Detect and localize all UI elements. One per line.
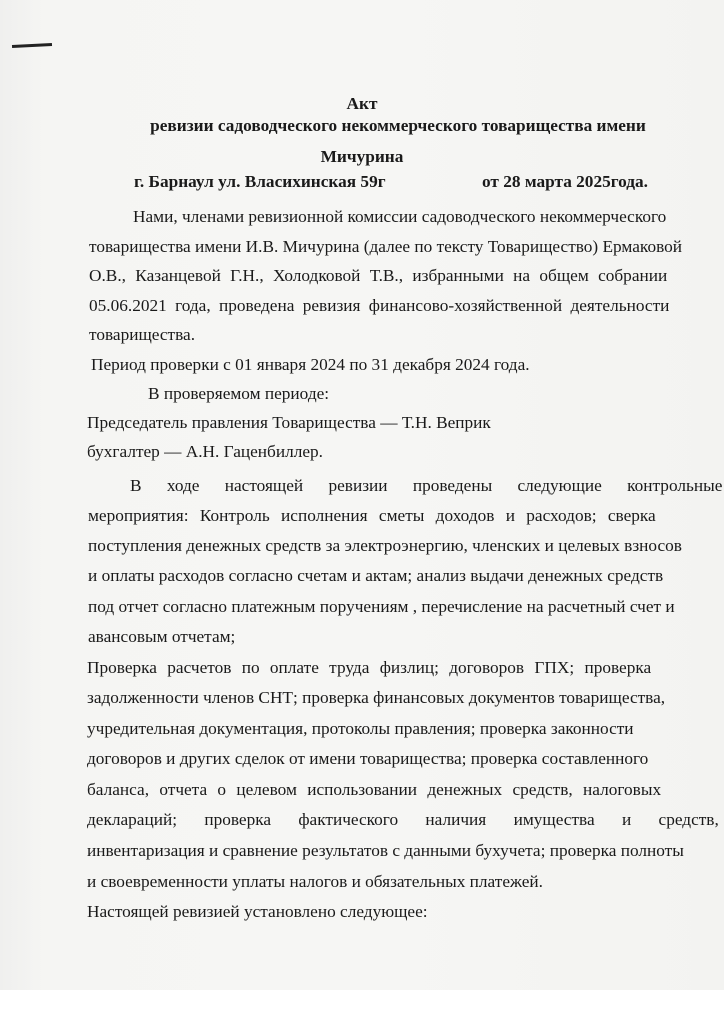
measures-line-4: и оплаты расходов согласно счетам и актам; анализ выдачи денежных средств bbox=[88, 566, 664, 585]
conclusion-line: Настоящей ревизией установлено следующее: bbox=[87, 902, 428, 921]
measures-line-3: поступления денежных средств за электроэнергию, членских и целевых взносов bbox=[88, 536, 682, 555]
period-line: Период проверки с 01 января 2024 по 31 декабря 2024 года. bbox=[91, 355, 530, 374]
checks-line-4: договоров и других сделок от имени товарищества; проверка составленного bbox=[87, 749, 649, 768]
checks-line-5: баланса, отчета о целевом использовании денежных средств, налоговых bbox=[87, 780, 662, 799]
measures-line-1: В ходе настоящей ревизии проведены следующие контрольные bbox=[130, 476, 723, 495]
in-period-line: В проверяемом периоде: bbox=[148, 384, 330, 403]
checks-line-7: инвентаризация и сравнение результатов с данными бухучета; проверка полноты bbox=[87, 841, 684, 860]
measures-line-5: под отчет согласно платежным поручениям , перечисление на расчетный счет и bbox=[88, 597, 675, 616]
title-line-1: Акт bbox=[346, 94, 378, 113]
pen-mark bbox=[12, 43, 52, 48]
intro-line-3: О.В., Казанцевой Г.Н., Холодковой Т.В., избранными на общем собрании bbox=[89, 266, 668, 285]
intro-line-1: Нами, членами ревизионной комиссии садоводческого некоммерческого bbox=[133, 207, 667, 226]
measures-line-2: мероприятия: Контроль исполнения сметы доходов и расходов; сверка bbox=[88, 506, 656, 525]
intro-line-4: 05.06.2021 года, проведена ревизия финансово-хозяйственной деятельности bbox=[89, 296, 670, 315]
title-line-3: Мичурина bbox=[320, 147, 404, 166]
measures-line-6: авансовым отчетам; bbox=[88, 627, 236, 646]
checks-line-8: и своевременности уплаты налогов и обязательных платежей. bbox=[87, 872, 543, 891]
accountant-line: бухгалтер — А.Н. Гаценбиллер. bbox=[87, 442, 323, 461]
date: от 28 марта 2025года. bbox=[482, 172, 648, 191]
checks-line-2: задолженности членов СНТ; проверка финансовых документов товарищества, bbox=[87, 688, 666, 707]
checks-line-1: Проверка расчетов по оплате труда физлиц; договоров ГПХ; проверка bbox=[87, 658, 652, 677]
intro-line-5: товарищества. bbox=[89, 325, 196, 344]
intro-line-2: товарищества имени И.В. Мичурина (далее по тексту Товарищество) Ермаковой bbox=[89, 237, 683, 256]
page-bottom-edge bbox=[0, 990, 724, 1024]
checks-line-6: деклараций; проверка фактического наличия имущества и средств, bbox=[87, 810, 719, 829]
checks-line-3: учредительная документация, протоколы правления; проверка законности bbox=[87, 719, 634, 738]
place: г. Барнаул ул. Власихинская 59г bbox=[134, 172, 386, 191]
title-line-2: ревизии садоводческого некоммерческого товарищества имени bbox=[150, 116, 646, 135]
chairman-line: Председатель правления Товарищества — Т.Н. Веприк bbox=[87, 413, 491, 432]
